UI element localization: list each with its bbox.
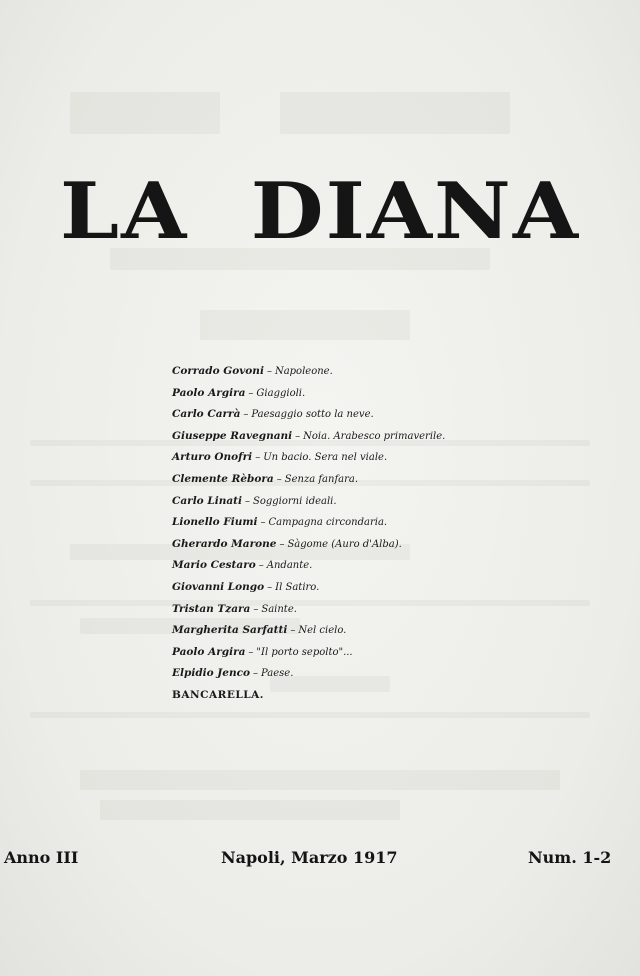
contents-item: Carlo Carrà – Paesaggio sotto la neve.: [172, 408, 374, 421]
contents-item: Arturo Onofri – Un bacio. Sera nel viale.: [172, 451, 388, 464]
contents-item: Lionello Fiumi – Campagna circondaria.: [172, 516, 388, 529]
work-title: Senza fanfara.: [284, 473, 359, 485]
work-title: Sainte.: [261, 603, 297, 615]
contents-item: Gherardo Marone – Sàgome (Auro d'Alba).: [172, 537, 402, 550]
contents-item: Clemente Rèbora – Senza fanfara.: [172, 472, 359, 485]
author-name: Corrado Govoni: [172, 365, 264, 377]
bleed-through-mark: [200, 310, 410, 340]
work-title: Il Satiro.: [275, 581, 320, 593]
author-name: Tristan Tzara: [172, 602, 251, 615]
author-name: Lionello Fiumi: [172, 516, 258, 529]
author-name: Elpidio Jenco: [172, 667, 250, 680]
bleed-through-mark: [100, 800, 400, 820]
author-name: Giuseppe Ravegnani: [172, 429, 293, 442]
author-name: Carlo Linati: [172, 494, 242, 507]
place-and-date: Napoli, Marzo 1917: [221, 848, 398, 867]
bleed-through-mark: [30, 712, 590, 718]
work-title: Soggiorni ideali.: [253, 495, 337, 507]
work-title: Paese.: [261, 668, 294, 680]
work-title: Campagna circondaria.: [268, 517, 388, 529]
contents-item: Tristan Tzara – Sainte.: [172, 602, 297, 615]
contents-item: Giovanni Longo – Il Satiro.: [172, 580, 320, 593]
work-title: Noia. Arabesco primaverile.: [303, 430, 446, 442]
author-name: Mario Cestaro: [172, 559, 256, 572]
bleed-through-mark: [80, 770, 560, 790]
author-name: Margherita Sarfatti: [172, 624, 288, 637]
table-of-contents: [172, 361, 472, 707]
contents-item: Elpidio Jenco – Paese.: [172, 667, 294, 680]
work-title: Paesaggio sotto la neve.: [251, 409, 374, 421]
contents-item: Corrado Govoni – Napoleone.: [172, 365, 333, 377]
contents-item: [172, 685, 472, 707]
work-title: Un bacio. Sera nel viale.: [263, 452, 388, 464]
author-name: Giovanni Longo: [172, 580, 265, 593]
author-name: Paolo Argira: [172, 386, 246, 399]
author-name: Gherardo Marone: [172, 537, 277, 550]
work-title: Napoleone.: [274, 366, 333, 377]
bleed-through-mark: [280, 92, 510, 134]
contents-item: Paolo Argira – Giaggioli.: [172, 386, 306, 399]
contents-item: Paolo Argira – "Il porto sepolto"...: [172, 645, 353, 658]
work-title: Andante.: [266, 560, 313, 572]
author-name: Carlo Carrà: [172, 408, 241, 421]
author-name: Paolo Argira: [172, 645, 246, 658]
issue-year: Anno III: [4, 848, 79, 867]
author-name: Arturo Onofri: [172, 451, 253, 464]
bleed-through-mark: [70, 92, 220, 134]
work-title: Giaggioli.: [256, 387, 306, 399]
author-name: Clemente Rèbora: [172, 472, 274, 485]
contents-item: Giuseppe Ravegnani – Noia. Arabesco primaverile.: [172, 429, 446, 442]
journal-masthead: LA DIANA: [60, 163, 580, 257]
section-name: BANCARELLA.: [172, 688, 264, 701]
contents-item: Mario Cestaro – Andante.: [172, 559, 313, 572]
contents-item: Carlo Linati – Soggiorni ideali.: [172, 494, 337, 507]
work-title: Sàgome (Auro d'Alba).: [287, 538, 402, 550]
work-title: "Il porto sepolto"...: [256, 646, 353, 658]
contents-item: Margherita Sarfatti – Nel cielo.: [172, 624, 347, 637]
issue-number: Num. 1-2: [528, 848, 612, 867]
work-title: Nel cielo.: [298, 625, 347, 637]
